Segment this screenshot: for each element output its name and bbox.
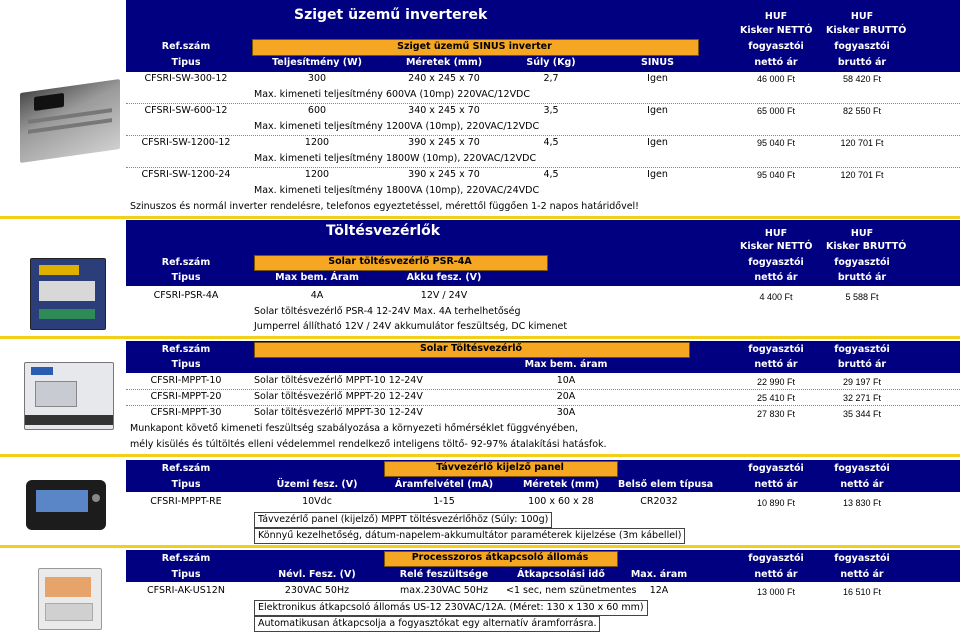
row-note: Max. kimeneti teljesítmény 1200VA (10mp), 220VAC/12VDC [254, 121, 540, 132]
kisker-netto-label: Kisker NETTÓ [740, 241, 813, 252]
col-suly: Súly (Kg) [526, 57, 576, 68]
ref-label: Ref.szám [161, 257, 211, 268]
col-netto: nettó ár [754, 272, 798, 283]
row-gross-price: 58 420 Ft [842, 74, 882, 84]
col-tipus: Tipus [171, 359, 201, 370]
section-divider [0, 336, 960, 339]
col-brutto: bruttó ár [837, 272, 887, 283]
row-dims: 390 x 245 x 70 [408, 169, 480, 180]
row-battery: CR2032 [640, 496, 678, 507]
remote-note: Könnyű kezelhetőség, dátum-napelem-akkumultátor paraméterek kijelzése (3m kábellel) [254, 528, 685, 544]
row-desc: Solar töltésvezérlő MPPT-30 12-24V [254, 407, 423, 418]
row-voltage: 230VAC 50Hz [284, 585, 350, 596]
col-teljesitmeny: Teljesítmény (W) [272, 57, 362, 68]
col-tipus: Tipus [171, 479, 201, 490]
row-code: CFSRI-SW-300-12 [144, 73, 228, 84]
row-power: 300 [307, 73, 327, 84]
col-meretek: Méretek (mm) [522, 479, 600, 490]
row-code: CFSRI-MPPT-RE [150, 496, 222, 507]
row-dims: 100 x 60 x 28 [528, 496, 594, 507]
row-desc: Solar töltésvezérlő MPPT-10 12-24V [254, 375, 423, 386]
col-tipus: Tipus [171, 272, 201, 283]
mppt-note: Munkapont követő kimeneti feszültség szabályozása a környezeti hőmérséklet függvényében, [130, 423, 579, 434]
col-netto: nettó ár [754, 57, 798, 68]
row-dims: 240 x 245 x 70 [408, 73, 480, 84]
kisker-brutto-label: Kisker BRUTTÓ [826, 25, 907, 36]
fogyasztoi-label: fogyasztói [834, 41, 890, 52]
col-atkapcsolasi-ido: Átkapcsolási idő [517, 569, 605, 580]
row-code: CFSRI-MPPT-30 [150, 407, 222, 418]
section-divider [0, 216, 960, 219]
col-netto: nettó ár [754, 569, 798, 580]
row-gross-price: 120 701 Ft [840, 138, 884, 148]
col-akku: Akku fesz. (V) [406, 272, 482, 283]
fogyasztoi-label: fogyasztói [748, 463, 804, 474]
row-note: Max. kimeneti teljesítmény 600VA (10mp) 220VAC/12VDC [254, 89, 531, 100]
row-sinus: Igen [647, 169, 668, 180]
mppt-note: mély kisülés és túltöltés elleni védelemmel rendelkező inteligens töltő- 92-97% átalakítási hatásfok. [130, 439, 607, 450]
row-note: Max. kimeneti teljesítmény 1800VA (10mp), 220VAC/24VDC [254, 185, 540, 196]
row-gross-price: 82 550 Ft [842, 106, 882, 116]
row-gross-price: 32 271 Ft [842, 393, 882, 403]
row-gross-price: 16 510 Ft [842, 587, 882, 597]
row-net-price: 4 400 Ft [759, 292, 793, 302]
col-netto: nettó ár [754, 479, 798, 490]
row-desc: Solar töltésvezérlő MPPT-20 12-24V [254, 391, 423, 402]
row-relay: max.230VAC 50Hz [400, 585, 488, 596]
section-title-charge-controllers: Töltésvezérlők [326, 223, 441, 239]
huf-label: HUF [764, 11, 788, 22]
switch-note: Automatikusan átkapcsolja a fogyasztókat egy alternatív áramforrásra. [254, 616, 600, 632]
col-tipus: Tipus [171, 569, 201, 580]
ref-label: Ref.szám [161, 463, 211, 474]
product-name: Solar töltésvezérlő PSR-4A [328, 256, 472, 267]
row-current: 30A [556, 407, 576, 418]
col-netto: nettó ár [840, 479, 884, 490]
product-name: Sziget üzemű SINUS inverter [397, 41, 552, 52]
section-title-inverters: Sziget üzemű inverterek [294, 7, 488, 23]
col-netto: nettó ár [754, 359, 798, 370]
huf-label: HUF [850, 11, 874, 22]
ref-label: Ref.szám [161, 41, 211, 52]
ref-label: Ref.szám [161, 344, 211, 355]
col-nevl-fesz: Névl. Fesz. (V) [278, 569, 356, 580]
remote-note: Távvezérlő panel (kijelző) MPPT töltésvezérlőhöz (Súly: 100g) [254, 512, 552, 528]
row-current: 12A [649, 585, 669, 596]
row-weight: 4,5 [543, 169, 559, 180]
row-gross-price: 13 830 Ft [842, 498, 882, 508]
row-net-price: 95 040 Ft [756, 138, 796, 148]
row-code: CFSRI-SW-1200-12 [141, 137, 231, 148]
row-note: Max. kimeneti teljesítmény 1800W (10mp), 220VAC/12VDC [254, 153, 537, 164]
row-code: CFSRI-PSR-4A [153, 290, 219, 301]
product-name: Távvezérlő kijelző panel [436, 462, 564, 473]
row-current: 20A [556, 391, 576, 402]
row-current: 10A [556, 375, 576, 386]
section-divider [0, 545, 960, 548]
row-net-price: 46 000 Ft [756, 74, 796, 84]
row-sinus: Igen [647, 105, 668, 116]
row-power: 1200 [304, 137, 330, 148]
product-name: Processzoros átkapcsoló állomás [411, 552, 589, 563]
row-net-price: 65 000 Ft [756, 106, 796, 116]
fogyasztoi-label: fogyasztói [748, 344, 804, 355]
row-net-price: 10 890 Ft [756, 498, 796, 508]
row-voltage: 10Vdc [302, 496, 332, 507]
inverter-footer-note: Szinuszos és normál inverter rendelésre, telefonos egyeztetéssel, mérettől függően 1-2 napos határidővel! [130, 201, 639, 212]
row-gross-price: 5 588 Ft [845, 292, 879, 302]
huf-label: HUF [850, 228, 874, 239]
col-meretek: Méretek (mm) [405, 57, 483, 68]
mppt-controller-image [24, 362, 114, 430]
row-weight: 3,5 [543, 105, 559, 116]
row-gross-price: 35 344 Ft [842, 409, 882, 419]
col-max-bem: Max bem. Áram [275, 272, 359, 283]
row-sinus: Igen [647, 137, 668, 148]
row-net-price: 22 990 Ft [756, 377, 796, 387]
product-name: Solar Töltésvezérlő [419, 343, 523, 354]
row-current: 4A [310, 290, 324, 301]
row-net-price: 13 000 Ft [756, 587, 796, 597]
col-sinus: SINUS [641, 57, 674, 68]
switch-note: Elektronikus átkapcsoló állomás US-12 230VAC/12A. (Méret: 130 x 130 x 60 mm) [254, 600, 648, 616]
row-dims: 390 x 245 x 70 [408, 137, 480, 148]
fogyasztoi-label: fogyasztói [834, 553, 890, 564]
row-power: 1200 [304, 169, 330, 180]
row-code: CFSRI-MPPT-10 [150, 375, 222, 386]
psr-controller-image [30, 258, 106, 330]
inverter-product-image [20, 79, 120, 163]
col-max-aram: Max. áram [630, 569, 688, 580]
row-gross-price: 120 701 Ft [840, 170, 884, 180]
row-voltage: 12V / 24V [420, 290, 468, 301]
psr-note: Solar töltésvezérlő PSR-4 12-24V Max. 4A terhelhetőség [254, 306, 521, 317]
kisker-brutto-label: Kisker BRUTTÓ [826, 241, 907, 252]
row-power: 600 [307, 105, 327, 116]
row-code: CFSRI-SW-600-12 [144, 105, 228, 116]
row-code: CFSRI-SW-1200-24 [141, 169, 231, 180]
row-dims: 340 x 245 x 70 [408, 105, 480, 116]
row-weight: 2,7 [543, 73, 559, 84]
row-code: CFSRI-MPPT-20 [150, 391, 222, 402]
row-gross-price: 29 197 Ft [842, 377, 882, 387]
col-aramfelvetel: Áramfelvétel (mA) [394, 479, 494, 490]
row-sinus: Igen [647, 73, 668, 84]
row-current: 1-15 [433, 496, 455, 507]
row-net-price: 25 410 Ft [756, 393, 796, 403]
kisker-netto-label: Kisker NETTÓ [740, 25, 813, 36]
col-brutto: bruttó ár [837, 359, 887, 370]
ref-label: Ref.szám [161, 553, 211, 564]
col-brutto: bruttó ár [837, 57, 887, 68]
row-net-price: 27 830 Ft [756, 409, 796, 419]
col-rele-fesz: Relé feszültsége [399, 569, 489, 580]
col-netto: nettó ár [840, 569, 884, 580]
switch-station-image [38, 568, 102, 630]
fogyasztoi-label: fogyasztói [834, 344, 890, 355]
row-net-price: 95 040 Ft [756, 170, 796, 180]
remote-display-image [26, 480, 106, 530]
psr-note: Jumperrel állítható 12V / 24V akkumulátor feszültség, DC kimenet [254, 321, 568, 332]
col-belso-elem: Belső elem típusa [618, 479, 714, 490]
col-tipus: Tipus [171, 57, 201, 68]
row-weight: 4,5 [543, 137, 559, 148]
row-switch-time: <1 sec, nem szünetmentes [506, 585, 637, 596]
col-max-bem: Max bem. áram [524, 359, 608, 370]
fogyasztoi-label: fogyasztói [748, 41, 804, 52]
fogyasztoi-label: fogyasztói [748, 553, 804, 564]
fogyasztoi-label: fogyasztói [748, 257, 804, 268]
huf-label: HUF [764, 228, 788, 239]
fogyasztoi-label: fogyasztói [834, 257, 890, 268]
fogyasztoi-label: fogyasztói [834, 463, 890, 474]
row-code: CFSRI-AK-US12N [147, 585, 225, 596]
col-uzemi-fesz: Üzemi fesz. (V) [276, 479, 358, 490]
section-divider [0, 454, 960, 457]
